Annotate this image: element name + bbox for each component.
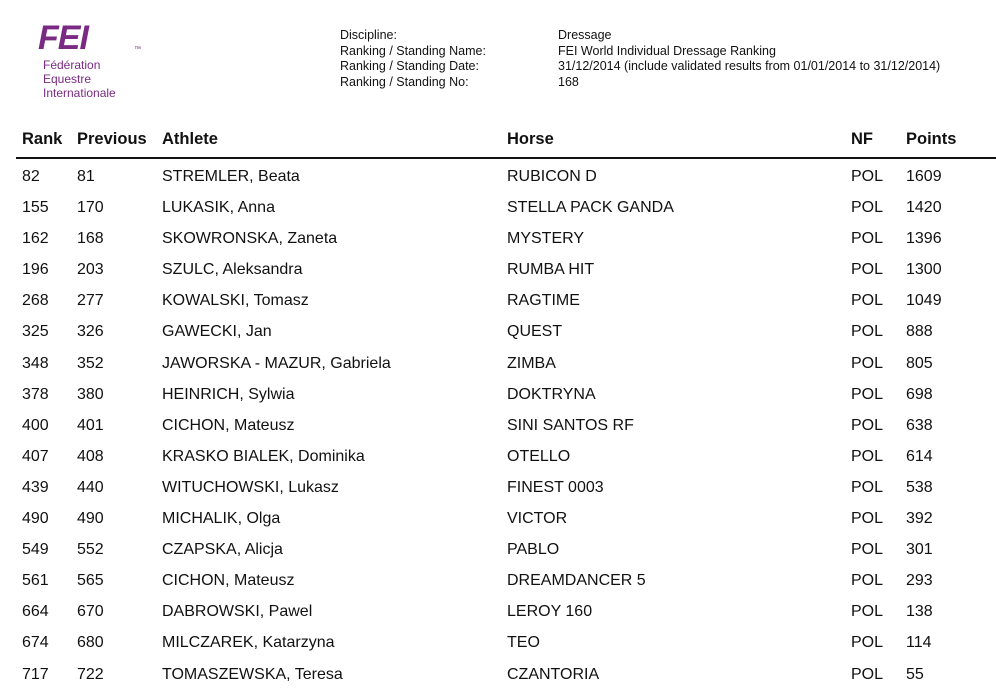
cell-nf: POL [851,603,884,621]
cell-nf: POL [851,261,884,279]
cell-nf: POL [851,230,884,248]
table-row [0,193,996,224]
logo-line: Equestre [43,72,92,86]
cell-athlete: LUKASIK, Anna [162,199,275,217]
cell-previous: 352 [77,354,104,372]
cell-points: 1609 [906,168,942,185]
cell-rank: 325 [22,323,49,341]
cell-athlete: MICHALIK, Olga [162,510,281,528]
cell-horse: OTELLO [507,447,571,465]
cell-nf: POL [851,168,884,185]
meta-ranking-date [340,59,940,75]
cell-horse: MYSTERY [507,230,585,248]
cell-previous: 670 [77,603,104,621]
meta-label: Ranking / Standing No: [340,74,469,89]
cell-points: 698 [906,385,933,403]
meta-value: 31/12/2014 (include validated results from 01/01/2014 to 31/12/2014) [558,59,941,73]
table-row [0,597,996,628]
cell-previous: 552 [77,541,104,559]
cell-horse: PABLO [507,541,560,559]
cell-athlete: KRASKO BIALEK, Dominika [162,447,365,465]
cell-previous: 565 [77,572,104,590]
cell-rank: 439 [22,478,49,496]
cell-horse: STELLA PACK GANDA [507,199,674,217]
meta-label: Ranking / Standing Name: [340,43,486,58]
cell-horse: RUBICON D [507,168,597,185]
table-row [0,504,996,535]
column-header-previous: Previous [77,130,147,148]
cell-points: 538 [906,478,933,496]
fei-logo [38,20,148,102]
ranking-metadata [340,28,940,90]
header-divider [16,157,996,159]
cell-points: 114 [906,634,932,652]
cell-nf: POL [851,354,884,372]
meta-value: FEI World Individual Dressage Ranking [558,43,776,58]
cell-points: 638 [906,416,933,434]
cell-horse: SINI SANTOS RF [507,416,634,434]
cell-athlete: HEINRICH, Sylwia [162,385,295,403]
cell-points: 1420 [906,199,942,217]
cell-rank: 674 [22,634,49,652]
cell-points: 1396 [906,230,942,248]
cell-horse: RUMBA HIT [507,261,595,279]
cell-horse: RAGTIME [507,292,580,310]
table-row [0,380,996,411]
cell-horse: DREAMDANCER 5 [507,572,646,590]
cell-previous: 81 [77,168,95,185]
cell-points: 888 [906,323,933,341]
column-header-points: Points [906,130,957,148]
cell-rank: 549 [22,541,49,559]
cell-previous: 722 [77,665,104,683]
cell-athlete: TOMASZEWSKA, Teresa [162,665,343,683]
cell-athlete: WITUCHOWSKI, Lukasz [162,478,339,496]
cell-previous: 680 [77,634,104,652]
cell-rank: 82 [22,168,40,185]
cell-previous: 408 [77,447,104,465]
column-header-athlete: Athlete [162,130,218,148]
cell-points: 805 [906,354,933,372]
cell-rank: 348 [22,354,49,372]
cell-athlete: DABROWSKI, Pawel [162,603,313,621]
cell-nf: POL [851,634,884,652]
cell-rank: 490 [22,510,49,528]
cell-horse: CZANTORIA [507,665,600,683]
cell-horse: TEO [507,634,540,652]
cell-previous: 203 [77,261,104,279]
cell-previous: 380 [77,385,104,403]
fei-logo-mark: FEI [38,19,88,57]
cell-horse: VICTOR [507,510,568,528]
cell-points: 1300 [906,261,942,279]
table-row [0,660,996,691]
table-row [0,566,996,597]
cell-horse: ZIMBA [507,354,556,372]
cell-athlete: GAWECKI, Jan [162,323,272,341]
table-row [0,224,996,255]
cell-rank: 407 [22,447,49,465]
cell-previous: 326 [77,323,104,341]
cell-nf: POL [851,510,884,528]
trademark-symbol: ™ [134,46,141,53]
cell-athlete: KOWALSKI, Tomasz [162,292,309,310]
table-row [0,317,996,348]
cell-points: 1049 [906,292,942,310]
column-header-nf: NF [851,130,873,148]
table-row [0,162,996,193]
cell-rank: 378 [22,385,49,403]
meta-label: Ranking / Standing Date: [340,59,479,73]
cell-nf: POL [851,385,884,403]
meta-discipline [340,28,940,44]
table-row [0,535,996,566]
cell-athlete: SKOWRONSKA, Zaneta [162,230,338,248]
column-header-horse: Horse [507,130,554,148]
meta-ranking-name [340,44,940,60]
cell-rank: 155 [22,199,49,217]
cell-nf: POL [851,572,884,590]
cell-nf: POL [851,416,884,434]
table-row [0,442,996,473]
cell-athlete: MILCZAREK, Katarzyna [162,634,335,652]
cell-horse: DOKTRYNA [507,385,596,403]
cell-rank: 561 [22,572,49,590]
logo-line: Internationale [43,86,116,100]
table-row [0,411,996,442]
meta-value: Dressage [558,28,612,42]
cell-rank: 162 [22,230,49,248]
table-row [0,255,996,286]
ranking-table-body [0,162,996,691]
meta-value: 168 [558,74,579,89]
cell-nf: POL [851,478,884,496]
cell-rank: 268 [22,292,49,310]
cell-previous: 168 [77,230,104,248]
cell-athlete: JAWORSKA - MAZUR, Gabriela [162,354,391,372]
cell-previous: 277 [77,292,104,310]
cell-nf: POL [851,665,884,683]
cell-rank: 664 [22,603,49,621]
cell-athlete: STREMLER, Beata [162,168,300,185]
meta-label: Discipline: [340,28,397,42]
cell-nf: POL [851,323,884,341]
cell-previous: 440 [77,478,104,496]
cell-nf: POL [851,199,884,217]
cell-points: 614 [906,447,933,465]
table-row [0,286,996,317]
cell-nf: POL [851,541,884,559]
cell-previous: 170 [77,199,104,217]
cell-nf: POL [851,447,884,465]
table-row [0,473,996,504]
cell-points: 55 [906,665,924,683]
cell-points: 301 [906,541,933,559]
cell-horse: LEROY 160 [507,603,593,621]
table-row [0,628,996,659]
cell-rank: 400 [22,416,49,434]
table-row [0,349,996,380]
cell-points: 293 [906,572,933,590]
cell-athlete: SZULC, Aleksandra [162,261,303,279]
logo-line: Fédération [43,58,101,72]
cell-rank: 196 [22,261,49,279]
cell-athlete: CZAPSKA, Alicja [162,541,283,559]
meta-ranking-number [340,75,940,91]
cell-athlete: CICHON, Mateusz [162,416,295,434]
column-header-rank: Rank [22,130,63,148]
cell-previous: 490 [77,510,104,528]
fei-logo-text [43,58,116,100]
cell-points: 138 [906,603,933,621]
table-header [0,128,996,156]
cell-rank: 717 [22,665,49,683]
cell-athlete: CICHON, Mateusz [162,572,295,590]
cell-horse: FINEST 0003 [507,478,604,496]
cell-previous: 401 [77,416,104,434]
cell-points: 392 [906,510,933,528]
cell-nf: POL [851,292,884,310]
cell-horse: QUEST [507,323,563,341]
